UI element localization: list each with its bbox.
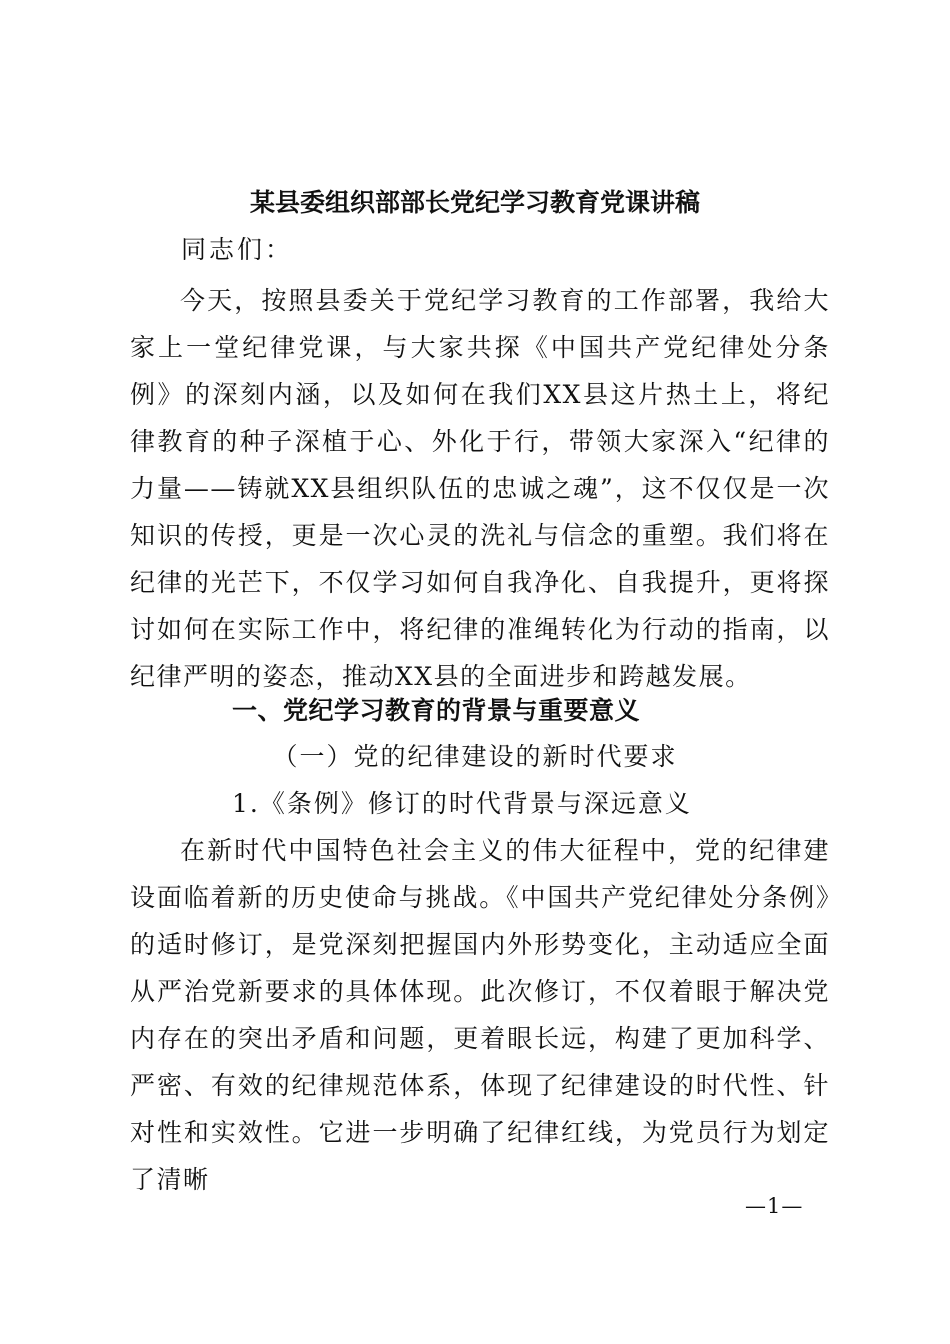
item-heading: 1.《条例》修订的时代背景与深远意义 xyxy=(232,789,692,818)
page-number: —1— xyxy=(745,1194,804,1218)
document-title: 某县委组织部部长党纪学习教育党课讲稿 xyxy=(249,188,700,217)
section-heading-1: 一、党纪学习教育的背景与重要意义 xyxy=(232,696,641,725)
paragraph-body: 在新时代中国特色社会主义的伟大征程中，党的纪律建设面临着新的历史使命与挑战。《中国共产党纪律处分条例》的适时修订，是党深刻把握国内外形势变化，主动适应全面从严治党新要求的具体体现。此次修订，不仅着眼于解决党内存在的突出矛盾和问题，更着眼长远，构建了更加科学、严密、有效的纪律规范体系，体现了纪律建设的时代性、针对性和实效性。它进一步明确了纪律红线，为党员行为划定了清晰 xyxy=(130,836,830,1194)
subsection-heading: （一）党的纪律建设的新时代要求 xyxy=(272,742,678,771)
paragraph-intro: 今天，按照县委关于党纪学习教育的工作部署，我给大家上一堂纪律党课，与大家共探《中国共产党纪律处分条例》的深刻内涵，以及如何在我们XX县这片热土上，将纪律教育的种子深植于心、外化于行，带领大家深入“纪律的力量——铸就XX县组织队伍的忠诚之魂”，这不仅仅是一次知识的传授，更是一次心灵的洗礼与信念的重塑。我们将在纪律的光芒下，不仅学习如何自我净化、自我提升，更将探讨如何在实际工作中，将纪律的准绳转化为行动的指南，以纪律严明的姿态，推动XX县的全面进步和跨越发展。 xyxy=(130,286,830,691)
greeting: 同志们： xyxy=(181,235,294,264)
